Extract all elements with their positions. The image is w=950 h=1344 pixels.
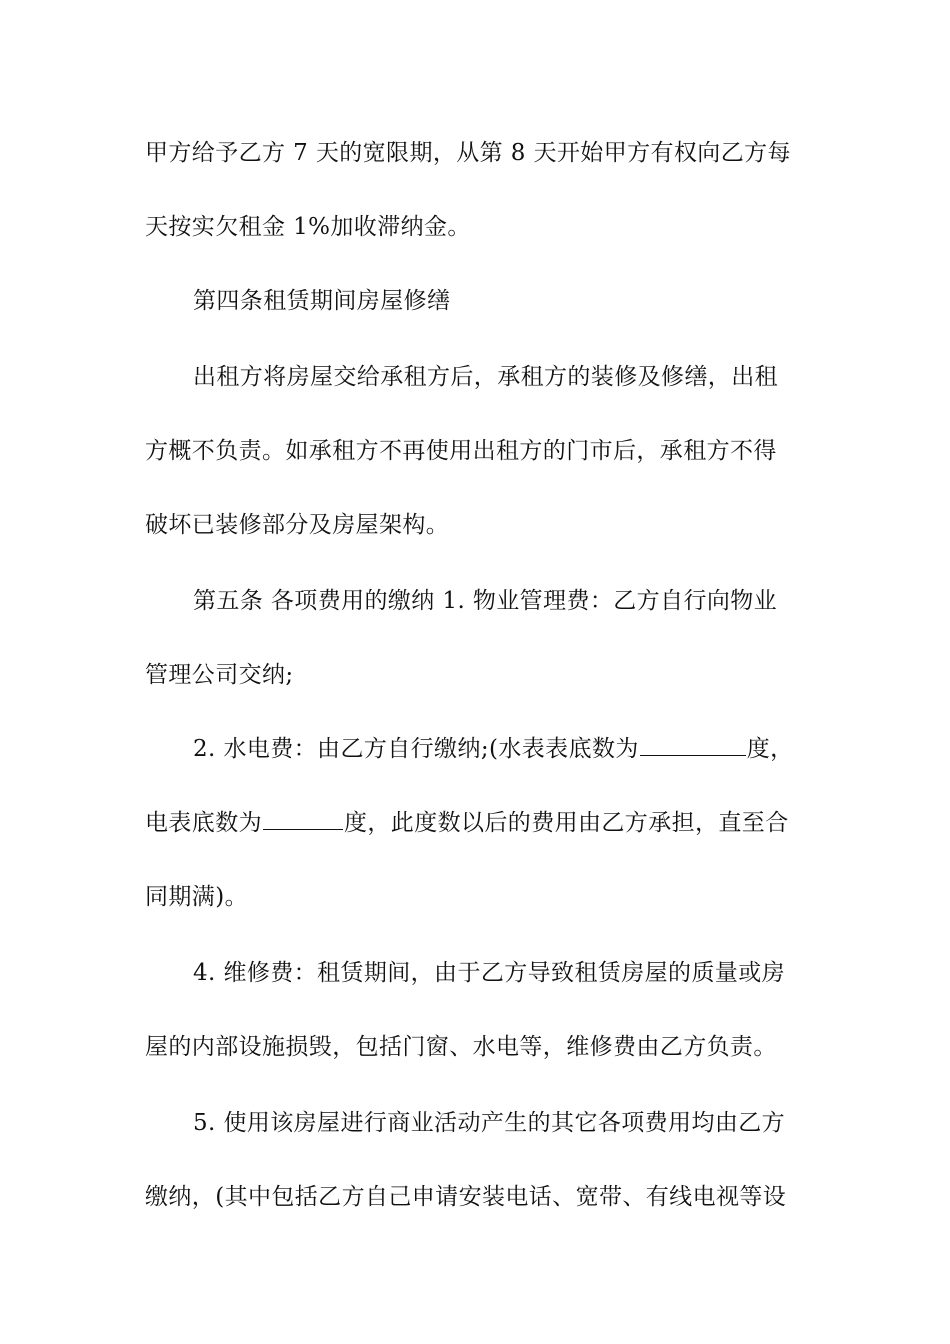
section-heading: 第五条 各项费用的缴纳 1. 物业管理费：乙方自行向物业 — [193, 588, 778, 614]
paragraph-line — [193, 729, 873, 769]
paragraph-line: 出租方将房屋交给承租方后，承租方的装修及修缮，出租 — [193, 364, 778, 390]
electric-meter-blank — [263, 805, 343, 830]
paragraph-line: 破坏已装修部分及房屋架构。 — [145, 512, 450, 538]
paragraph-line: 缴纳，(其中包括乙方自己申请安装电话、宽带、有线电视等设 — [145, 1184, 787, 1210]
section-heading: 第四条租赁期间房屋修缮 — [193, 288, 451, 314]
paragraph-line: 同期满)。 — [145, 884, 248, 910]
line-text: 电表底数为 — [145, 810, 262, 836]
line-text: 度， — [746, 736, 794, 762]
paragraph-line: 天按实欠租金 1%加收滞纳金。 — [145, 214, 471, 240]
line-text: 2. 水电费：由乙方自行缴纳;(水表表底数为 — [193, 736, 639, 762]
paragraph-line: 4. 维修费：租赁期间，由于乙方导致租赁房屋的质量或房 — [193, 960, 786, 986]
paragraph-line — [145, 803, 825, 843]
paragraph-line: 方概不负责。如承租方不再使用出租方的门市后，承租方不得 — [145, 438, 777, 464]
water-meter-blank — [640, 731, 746, 756]
paragraph-line: 甲方给予乙方 7 天的宽限期，从第 8 天开始甲方有权向乙方每 — [145, 140, 791, 166]
paragraph-line: 屋的内部设施损毁，包括门窗、水电等，维修费由乙方负责。 — [145, 1034, 777, 1060]
line-text: 度，此度数以后的费用由乙方承担，直至合 — [344, 810, 789, 836]
paragraph-line: 管理公司交纳; — [145, 662, 294, 688]
paragraph-line: 5. 使用该房屋进行商业活动产生的其它各项费用均由乙方 — [193, 1110, 786, 1136]
